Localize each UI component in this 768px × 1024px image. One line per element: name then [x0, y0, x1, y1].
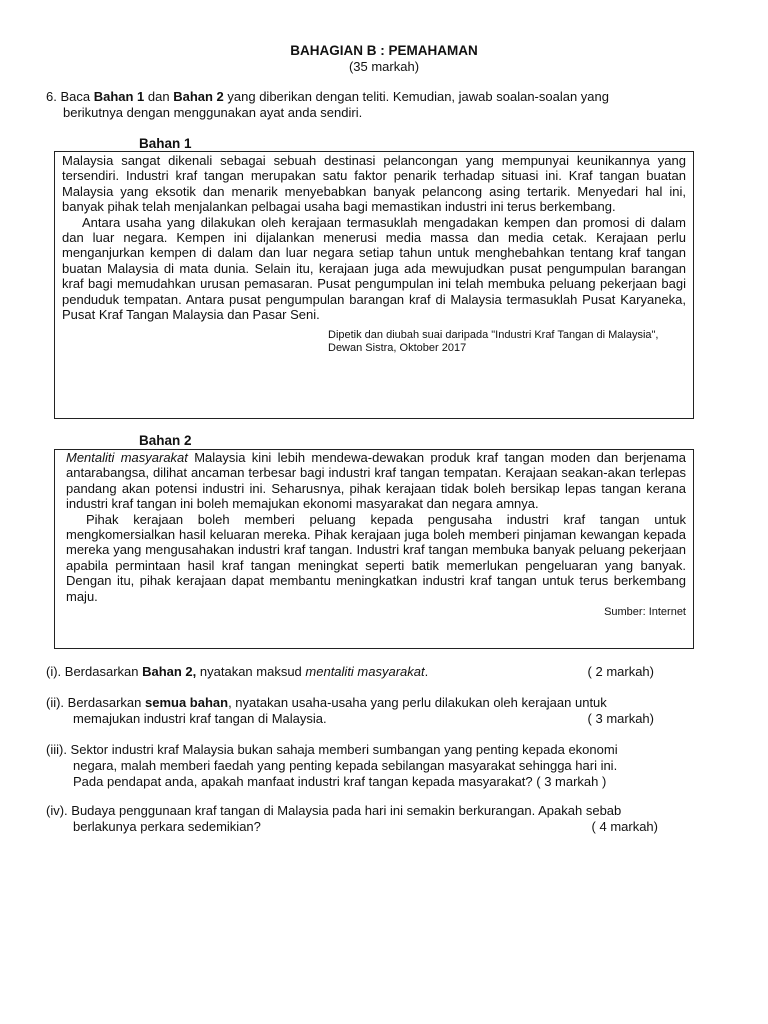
q3-text-line3: Pada pendapat anda, apakah manfaat industri kraf tangan kepada masyarakat? ( 3 markah ) [73, 774, 607, 789]
bahan1-source-line1: Dipetik dan diubah suai daripada "Industri Kraf Tangan di Malaysia", [328, 329, 659, 342]
bahan1-paragraph-1: Malaysia sangat dikenali sebagai sebuah destinasi pelancongan yang mempunyai keunikannya yang tersendiri. Industri kraf tangan merupakan satu faktor penarik terhadap situasi ini. Kraf tangan buatan Malaysia yang eksotik dan menarik menyebabkan banyak pelancong asing tertarik. Menyedari hal ini, banyak pihak telah menjalankan pelbagai usaha bagi memastikan industri ini terus berkembang. [62, 153, 686, 215]
bahan1-label: Bahan 1 [139, 136, 192, 151]
question-iii [46, 742, 706, 790]
q2-line2 [46, 711, 686, 727]
q4-line2 [46, 819, 706, 835]
q3-text-line2: negara, malah memberi faedah yang penting kepada sebilangan masyarakat sehingga hari ini. [73, 758, 618, 773]
q2-text-line2: memajukan industri kraf tangan di Malaysia. [73, 711, 327, 726]
q6-bahan2-ref: Bahan 2 [173, 89, 224, 104]
bahan1-box [54, 151, 694, 419]
q2-marks: ( 3 markah) [587, 711, 654, 726]
q6-and: dan [144, 89, 174, 104]
q4-text-line1: (iv). Budaya penggunaan kraf tangan di Malaysia pada hari ini semakin berkurangan. Apakah sebab [46, 803, 622, 818]
q6-number: 6. Baca [46, 89, 94, 104]
section-marks: (35 markah) [348, 59, 420, 74]
bahan2-paragraph-1-text: Malaysia kini lebih mendewa-dewakan produk kraf tangan moden dan berjenama antarabangsa, dilihat ancaman terbesar bagi industri kraf tangan tempatan. Kerajaan seakan-akan terlepas pandang akan potensi industri ini. Seharusnya, pihak kerajaan tidak boleh bersikap lepas tangan kerana industri kraf tangan ini boleh memajukan ekonomi masyarakat dan negara amnya. [66, 450, 686, 512]
bahan1-paragraph-2: Antara usaha yang dilakukan oleh kerajaan termasuklah mengadakan kempen dan promosi di dalam dan luar negara. Kempen ini dijalankan menerusi media massa dan media cetak. Kerajaan perlu menganjurkan kempen di dalam dan luar negara setiap tahun untuk menghebahkan tentang kraf tangan buatan Malaysia di mata dunia. Selain itu, kerajaan juga ada mewujudkan pusat pengumpulan barangan kraf bagi memudahkan urusan pemasaran. Pusat pengumpulan ini telah membuka peluang pekerjaan bagi penduduk tempatan. Antara pusat pengumpulan barangan kraf di Malaysia termasuklah Pusat Karyaneka, Pusat Kraf Tangan Malaysia dan Pasar Seni. [62, 214, 686, 323]
q1-prefix: (i). Berdasarkan [46, 664, 143, 679]
q2-bold: semua bahan [144, 695, 229, 710]
bahan1-source [62, 329, 686, 354]
q6-text-line1: yang diberikan dengan teliti. Kemudian, jawab soalan-soalan yang [223, 89, 609, 104]
q4-text-line2: berlakunya perkara sedemikian? [73, 819, 261, 834]
q1-bold: Bahan 2, [142, 664, 197, 679]
bahan1-source-line2: Dewan Sistra, Oktober 2017 [328, 341, 467, 354]
question-ii [46, 695, 686, 727]
question-6-instruction [46, 89, 706, 121]
q6-text-line2: berikutnya dengan menggunakan ayat anda sendiri. [63, 105, 363, 120]
question-iv [46, 803, 706, 835]
q1-marks: ( 2 markah) [587, 664, 654, 679]
q4-marks: ( 4 markah) [591, 819, 658, 834]
q1-post: . [424, 664, 429, 679]
q2-text-line1: , nyatakan usaha-usaha yang perlu dilakukan oleh kerajaan untuk [228, 695, 607, 710]
bahan2-paragraph-1 [66, 450, 686, 512]
bahan2-box [54, 449, 694, 649]
q3-text-line1: (iii). Sektor industri kraf Malaysia bukan sahaja memberi sumbangan yang penting kepada ekonomi [46, 742, 618, 757]
q1-italic: mentaliti masyarakat [305, 664, 425, 679]
bahan2-paragraph-2: Pihak kerajaan boleh memberi peluang kepada pengusaha industri kraf tangan untuk mengkomersialkan hasil keluaran mereka. Pihak kerajaan juga boleh memberi pinjaman kewangan kepada mereka yang mengusahakan industri kraf tangan. Industri kraf tangan membuka banyak peluang pekerjaan apabila permintaan hasil kraf tangan meningkat seperti batik memerlukan pengeluaran yang banyak. Dengan itu, pihak kerajaan dapat membantu meningkatkan industri kraf tangan untuk terus berkembang maju. [66, 511, 686, 604]
question-i [46, 664, 686, 680]
q6-bahan1-ref: Bahan 1 [93, 89, 145, 104]
q2-prefix: (ii). Berdasarkan [46, 695, 145, 710]
bahan2-italic-term: Mentaliti masyarakat [66, 450, 188, 465]
bahan2-source: Sumber: Internet [604, 606, 686, 619]
q1-mid: nyatakan maksud [196, 664, 306, 679]
section-title: BAHAGIAN B : PEMAHAMAN [290, 43, 478, 58]
bahan2-label: Bahan 2 [139, 433, 192, 448]
